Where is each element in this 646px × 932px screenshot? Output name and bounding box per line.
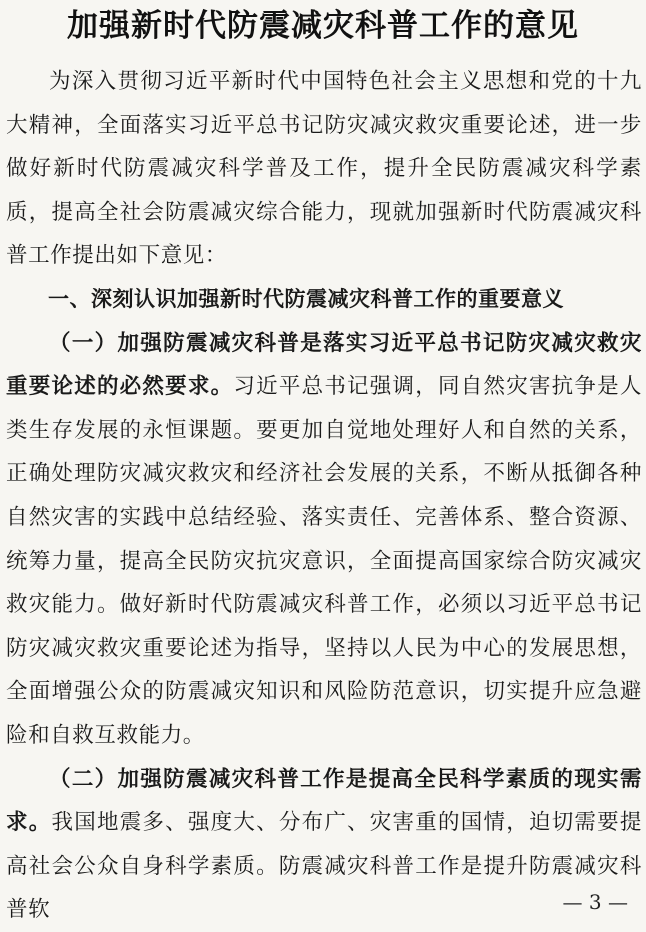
item-1-lead: （一）加强防震减灾科普是落实习近平总书记防灾减灾救灾重要论述的必然要求。: [6, 330, 642, 400]
item-2-paragraph: [6, 758, 642, 932]
item-2-body: 我国地震多、强度大、分布广、灾害重的国情，迫切需要提高社会公众自身科学素质。防震减灾科普工作是提升防震减灾科普软: [6, 810, 643, 923]
intro-paragraph: 为深入贯彻习近平新时代中国特色社会主义思想和党的十九大精神，全面落实习近平总书记防灾减灾救灾重要论述，进一步做好新时代防震减灾科学普及工作，提升全民防震减灾科学素质，提高全社会防震减灾综合能力，现就加强新时代防震减灾科普工作提出如下意见：: [6, 69, 642, 269]
section-heading-1: 一、深刻认识加强新时代防震减灾科普工作的重要意义: [48, 286, 564, 311]
document-title: 加强新时代防震减灾科普工作的意见: [67, 8, 579, 44]
document-body: [6, 60, 642, 932]
item-2-lead: （二）加强防震减灾科普工作是提高全民科学素质的现实需求。: [6, 766, 642, 836]
page-number: — 3 —: [562, 890, 628, 914]
item-1-body: 习近平总书记强调，同自然灾害抗争是人类生存发展的永恒课题。要更加自觉地处理好人和自然的关系，正确处理防灾减灾救灾和经济社会发展的关系，不断从抵御各种自然灾害的实践中总结经验、落实责任、完善体系、整合资源、统筹力量，提高全民防灾抗灾意识，全面提高国家综合防灾减灾救灾能力。做好新时代防震减灾科普工作，必须以习近平总书记防灾减灾救灾重要论述为指导，坚持以人民为中心的发展思想，全面增强公众的防震减灾知识和风险防范意识，切实提升应急避险和自救互救能力。: [6, 374, 642, 748]
item-1-paragraph: [6, 322, 642, 758]
